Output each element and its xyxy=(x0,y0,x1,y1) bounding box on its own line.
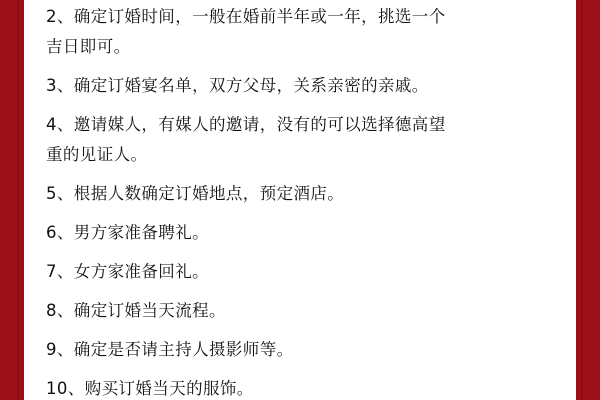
text-line: 6、男方家准备聘礼。 xyxy=(46,223,209,242)
text-line: 5、根据人数确定订婚地点，预定酒店。 xyxy=(46,184,345,203)
left-border-rule xyxy=(17,0,19,400)
text-line: 吉日即可。 xyxy=(46,37,131,56)
text-line: 8、确定订婚当天流程。 xyxy=(46,301,226,320)
text-line: 4、邀请媒人，有媒人的邀请，没有的可以选择德高望 xyxy=(46,115,446,134)
text-line: 重的见证人。 xyxy=(46,145,148,164)
text-line: 9、确定是否请主持人摄影师等。 xyxy=(46,340,294,359)
document-text-body xyxy=(24,0,576,400)
text-line: 10、购买订婚当天的服饰。 xyxy=(46,379,254,396)
right-border-rule xyxy=(581,0,583,400)
text-line: 3、确定订婚宴名单，双方父母，关系亲密的亲戚。 xyxy=(46,76,429,95)
text-line: 2、确定订婚时间，一般在婚前半年或一年，挑选一个 xyxy=(46,7,446,26)
text-line: 7、女方家准备回礼。 xyxy=(46,262,209,281)
